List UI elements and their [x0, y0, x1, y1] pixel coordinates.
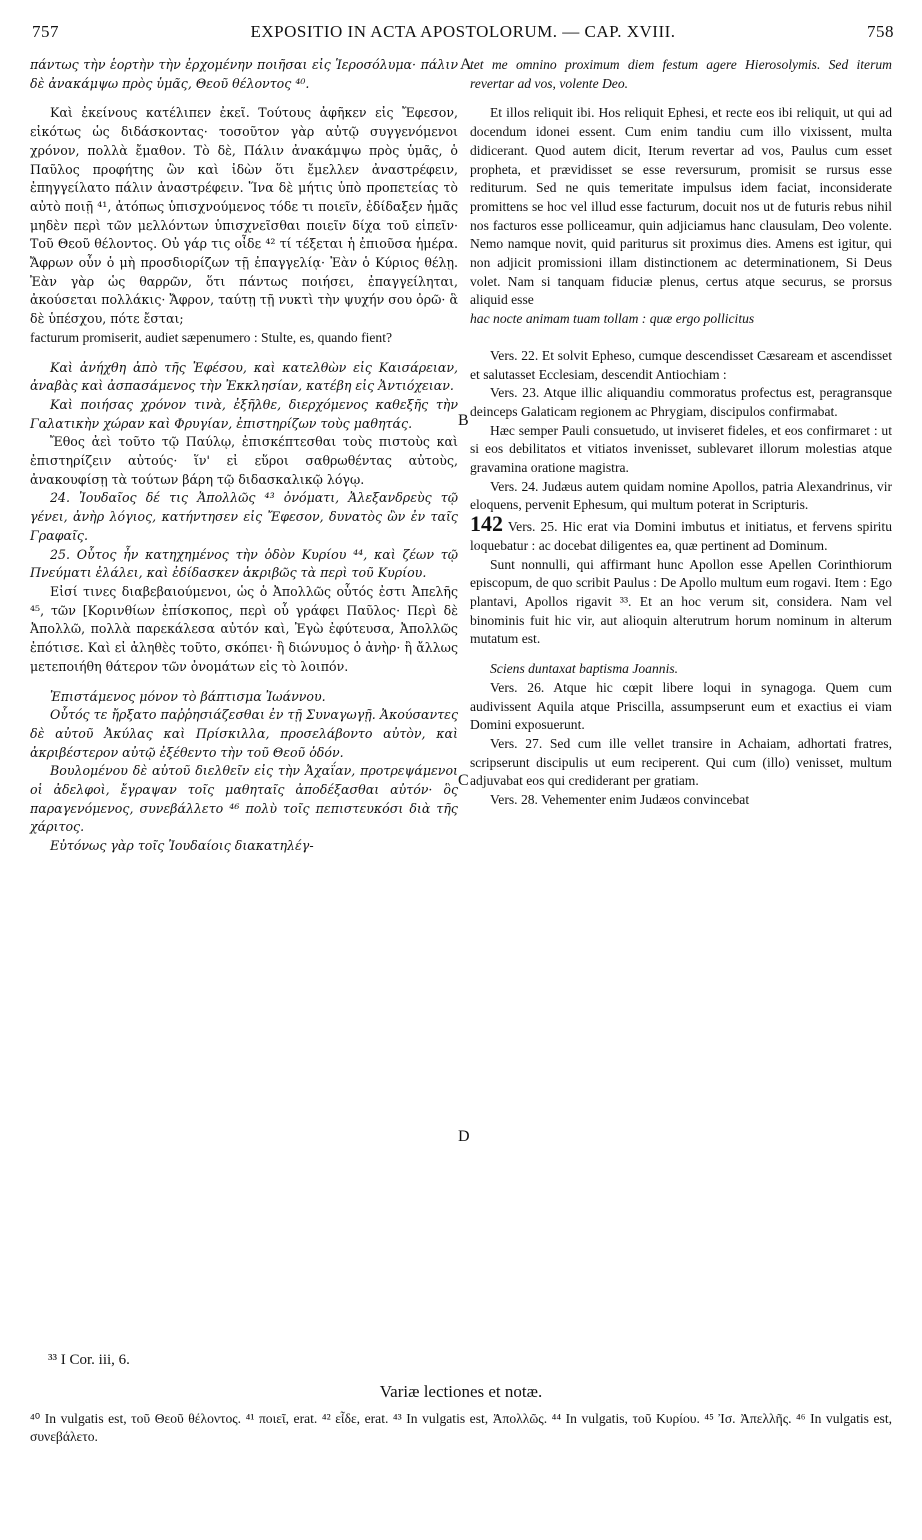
greek-paragraph: πάντως τὴν ἑορτὴν τὴν ἐρχομένην ποιῆσαι εἰς Ἱεροσόλυμα· πάλιν δὲ ἀνακάμψω πρὸς ὑμᾶς, Θεοῦ θέλοντος ⁴⁰.: [30, 57, 458, 91]
greek-commentary: Ἔθος ἀεὶ τοῦτο τῷ Παύλῳ, ἐπισκέπτεσθαι τοὺς πιστοὺς καὶ ἐπιστηρίζειν αὐτούς· ἵν' εἰ εὕροι σαθρωθέντας αὐτοὺς, ἀνακουφίσῃ τὰ τούτων βάρη τῷ διδασκαλικῷ λόγῳ.: [30, 434, 458, 487]
running-title: EXPOSITIO IN ACTA APOSTOLORUM. — CAP. XVIII.: [250, 22, 676, 41]
greek-verse: Εὐτόνως γὰρ τοῖς Ἰουδαίοις διακατηλέγ-: [50, 838, 314, 854]
greek-verse: 24. Ἰουδαῖος δέ τις Ἀπολλῶς ⁴³ ὀνόματι, Ἀλεξανδρεὺς τῷ γένει, ἀνὴρ λόγιος, κατήντησεν εἰς Ἔφεσον, δυνατὸς ὢν ἐν ταῖς Γραφαῖς.: [30, 490, 458, 543]
latin-verse: Vers. 26. Atque hic cœpit libere loqui in synagoga. Quem cum audivissent Aquila atque Priscilla, assumpserunt eum et exactius ei viam Domini exposuerunt.: [470, 679, 892, 733]
running-header: [32, 22, 894, 52]
margin-marker-b: B: [458, 412, 469, 429]
latin-verse: Vers. 24. Judæus autem quidam nomine Apollos, patria Alexandrinus, vir eloquens, pervenit Ephesum, qui multum poterat in Scripturis.: [470, 478, 892, 513]
greek-paragraph: Καὶ ἐκείνους κατέλιπεν ἐκεῖ. Τούτους ἀφῆκεν εἰς Ἔφεσον, εἰκότως ὡς διδάσκοντας· τοσοῦτον γὰρ αὐτῷ συγγενόμενοι χρόνον, πολλὰ ἔμαθον. Τὸ δὲ, Πάλιν ἀνακάμψω πρὸς ὑμᾶς, ὁ Παῦλος προφήτης ὢν καὶ ἰδὼν ὅτι ἔμελλεν ἀναστρέφειν, ἐπηγγείλατο πάλιν ἀναστρέφειν. Ἵνα δὲ μήτις ὑπὸ προπετείας τὸ αὐτὸ ποιῇ ⁴¹, ἀτόπως ὑπισχνούμενος τόδε τι ποιεῖν, ἐδίδαξεν ἡμᾶς μηδὲν περὶ τῶν μελλόντων ὑπισχνεῖσθαι ποιεῖν δίχα τοῦ εἰπεῖν· Τοῦ Θεοῦ θέλοντος. Οὐ γάρ τις οἶδε ⁴² τί τέξεται ἡ ἐπιοῦσα ἡμέρα. Ἄφρων οὖν ὁ μὴ προσδιορίζων τῇ ἐπαγγελίᾳ· Ἐὰν ὁ Κύριος θέλῃ. Ἐὰν γὰρ ὡς θαρρῶν, ὅτι πάντως ποιήσει, ἐπαγγείληται, ἀκούσεται πολλάκις· Ἄφρον, ταύτῃ τῇ νυκτὶ τὴν ψυχήν σου ὀρῶ· ἃ δὲ ὑπέσχου, πότε ἔσται;: [30, 105, 458, 327]
greek-verse: Βουλομένου δὲ αὐτοῦ διελθεῖν εἰς τὴν Ἀχαΐαν, προτρεψάμενοι οἱ ἀδελφοὶ, ἔγραψαν τοῖς μαθηταῖς ἀποδέξασθαι αὐτόν· ὃς παραγενόμενος, συνεβάλλετο ⁴⁶ πολὺ τοῖς πεπιστευκόσι διὰ τῆς χάριτος.: [30, 763, 458, 835]
margin-marker-c: C: [458, 772, 469, 789]
variae-lectiones-heading: Variæ lectiones et notæ.: [379, 1382, 543, 1401]
greek-verse: 25. Οὗτος ἦν κατηχημένος τὴν ὁδὸν Κυρίου ⁴⁴, καὶ ζέων τῷ Πνεύματι ἐλάλει, καὶ ἐδίδασκεν ἀκριβῶς τὰ περὶ τοῦ Κυρίου.: [30, 546, 458, 581]
latin-commentary: Sunt nonnulli, qui affirmant hunc Apollon esse Apellen Corinthiorum episcopum, de quo scribit Paulus : De Apollo multum eum rogavi. Item : Ego plantavi, Apollos rigavit ³³. Et an hoc verum sit, considera. Nam vel binominis fuit hic vir, aut alioquin alterutrum horum nominum in alterum mutatum est.: [470, 556, 892, 647]
margin-marker-d: D: [458, 1128, 470, 1145]
greek-column: [30, 56, 458, 1296]
greek-verse: Οὗτός τε ἤρξατο παῤῥησιάζεσθαι ἐν τῇ Συναγωγῇ. Ἀκούσαντες δὲ αὐτοῦ Ἀκύλας καὶ Πρίσκιλλα, προσελάβοντο αὐτὸν, καὶ ἀκριβέστερον αὐτῷ ἐξέθεντο τὴν τοῦ Θεοῦ ὁδόν.: [30, 707, 458, 760]
variant-notes: ⁴⁰ In vulgatis est, τοῦ Θεοῦ θέλοντος. ⁴¹ ποιεῖ, erat. ⁴² εἶδε, erat. ⁴³ In vulgatis est, Ἀπολλῶς. ⁴⁴ In vulgatis, τοῦ Κυρίου. ⁴⁵ Ἰσ. Ἀπελλῆς. ⁴⁶ In vulgatis est, συνεβάλετο.: [30, 1411, 892, 1444]
latin-verse: Vers. 23. Atque illic aliquandiu commoratus profectus est, peragransque deinceps Galaticam regionem ac Phrygiam, discipulos confirmabat.: [470, 385, 892, 419]
latin-verse-text: Vers. 25. Hic erat via Domini imbutus et initiatus, et fervens spiritu loquebatur : ac docebat diligentes ea, quæ pertinent ad Dominum.: [470, 519, 893, 553]
page-number-left: 757: [32, 22, 59, 41]
margin-marker-a: A: [460, 56, 472, 73]
latin-spanning-line: hac nocte animam tuam tollam : quæ ergo pollicitus: [470, 311, 755, 327]
latin-verse: Vers. 22. Et solvit Epheso, cumque descendisset Cæsaream et ascendisset et salutasset Ecclesiam, descendit Antiochiam :: [470, 347, 892, 382]
page-number-right: 758: [867, 22, 894, 41]
greek-verse: Ἐπιστάμενος μόνον τὸ βάπτισμα Ἰωάννου.: [50, 688, 326, 704]
latin-spanning-line: facturum promiserit, audiet sæpenumero : Stulte, es, quando fient?: [30, 329, 393, 345]
latin-verse-25: [470, 511, 893, 555]
greek-verse: Καὶ ἀνήχθη ἀπὸ τῆς Ἐφέσου, καὶ κατελθὼν εἰς Καισάρειαν, ἀναβὰς καὶ ἀσπασάμενος τὴν Ἐκκλησίαν, κατέβη εἰς Ἀντιόχειαν.: [30, 359, 458, 394]
footnote: ³³ I Cor. iii, 6.: [48, 1352, 130, 1368]
latin-verse: Vers. 28. Vehementer enim Judæos convincebat: [490, 792, 750, 808]
latin-commentary: Hæc semper Pauli consuetudo, ut inviseret fideles, et eos confirmaret : ut si eos debilitatos et vitiatos invenisset, sublevaret illorum molestias atque gravamina oratione magistra.: [470, 422, 892, 476]
greek-verse: Καὶ ποιήσας χρόνον τινὰ, ἐξῆλθε, διερχόμενος καθεξῆς τὴν Γαλατικὴν χώραν καὶ Φρυγίαν, ἐπιστηρίζων τοὺς μαθητάς.: [30, 396, 458, 431]
latin-column: [470, 56, 892, 1296]
column-number: 142: [470, 511, 503, 537]
latin-paragraph: Et illos reliquit ibi. Hos reliquit Ephesi, et recte eos ibi reliquit, ut qui ad docendum idonei essent. Cum enim tandiu cum illo vixissent, multa didicerant. Quod autem dicit, Iterum revertar ad vos, Paulus cum esset propheta, et prævidisset se esse reversurum, promisit se rursus esse rediturum. Sed ne quis temeritate impulsus idem faciat, inconsiderate promittens se hoc vel illud esse facturum, docuit nos ut de futuris rebus nihil nos facturos esse polliceamur, quin adjiciamus hanc clausulam, Deo volente. Nemo namque novit, quid pariturus sit proximus dies. Amens est igitur, qui non adjicit promissioni illam distinctionem ac determinationem, Si Deus volet. Nam si tanquam fiduciæ plenus, certus atque securus, se prorsus aliquid esse: [470, 105, 892, 308]
latin-verse: Vers. 27. Sed cum ille vellet transire in Achaiam, adhortati fratres, scripserunt discipulis ut eum reciperent. Qui cum (illo) venisset, multum adjuvabat eos qui crediderant per gratiam.: [470, 735, 892, 789]
latin-paragraph: tet me omnino proximum diem festum agere Hierosolymis. Sed iterum revertar ad vos, volente Deo.: [470, 57, 892, 91]
greek-commentary: Εἰσί τινες διαβεβαιούμενοι, ὡς ὁ Ἀπολλῶς οὗτός ἐστι Ἀπελῆς ⁴⁵, τῶν [Κορινθίων ἐπίσκοπος, περὶ οὗ γράφει Παῦλος· Περὶ δὲ Ἀπολλῶ, πολλὰ παρεκάλεσα αὐτόν καὶ, Ἐγὼ ἐφύτευσα, Ἀπολλῶς ἐπότισε. Καὶ εἰ ἀληθὲς τοῦτο, σκόπει· ἢ διώνυμος ὁ ἀνὴρ· ἢ ἄλλως μετεποιήθη θάτερον τῶν ὀνομάτων εἰς τὸ λοιπόν.: [30, 583, 458, 674]
latin-verse: Sciens duntaxat baptisma Joannis.: [490, 661, 679, 677]
